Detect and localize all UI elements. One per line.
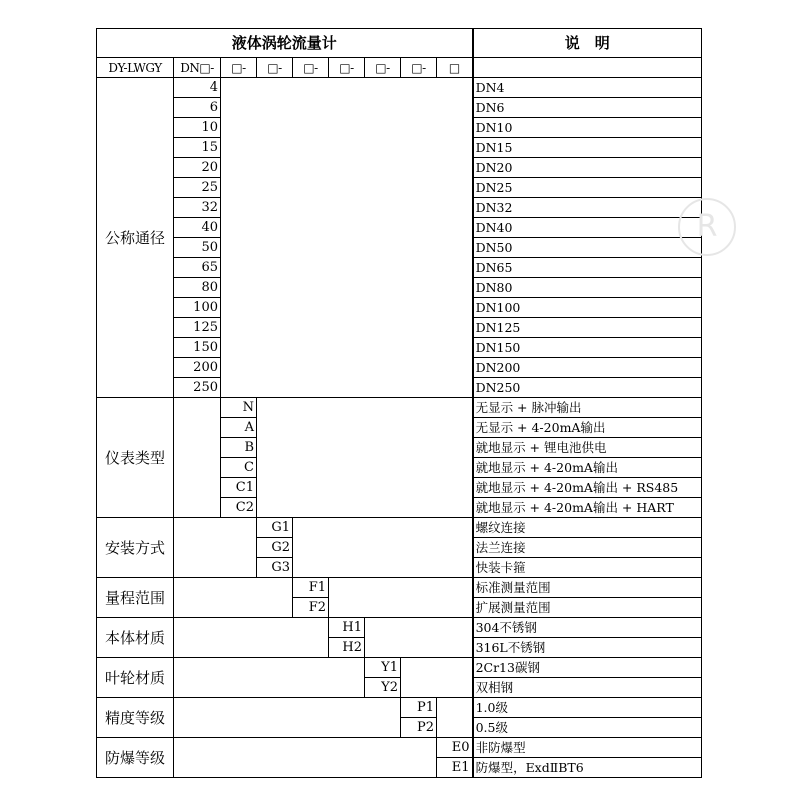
option-description: 防爆型，ExdⅡBT6 xyxy=(473,758,702,778)
option-description: 304不锈钢 xyxy=(473,618,702,638)
blank-cell xyxy=(221,78,473,398)
option-code: P2 xyxy=(401,718,437,738)
option-description: DN250 xyxy=(473,378,702,398)
option-code: E0 xyxy=(437,738,473,758)
option-code: G3 xyxy=(257,558,293,578)
option-row-type xyxy=(97,398,702,418)
option-row-install xyxy=(97,518,702,538)
option-description: DN40 xyxy=(473,218,702,238)
option-row-explosion xyxy=(97,738,702,758)
option-row-size xyxy=(97,78,702,98)
blank-cell xyxy=(401,658,473,698)
option-code: C xyxy=(221,458,257,478)
category-label-accuracy: 精度等级 xyxy=(97,698,174,738)
option-description: 螺纹连接 xyxy=(473,518,702,538)
option-code: C1 xyxy=(221,478,257,498)
blank-cell xyxy=(329,578,473,618)
option-code: 10 xyxy=(174,118,221,138)
category-label-impeller: 叶轮材质 xyxy=(97,658,174,698)
blank-cell xyxy=(257,398,473,518)
option-code: 100 xyxy=(174,298,221,318)
option-description: 就地显示 + 4-20mA输出 + RS485 xyxy=(473,478,702,498)
model-cell-explosion: □ xyxy=(437,58,473,78)
option-code: Y1 xyxy=(365,658,401,678)
option-description: 无显示 + 脉冲输出 xyxy=(473,398,702,418)
option-description: DN20 xyxy=(473,158,702,178)
category-label-type: 仪表类型 xyxy=(97,398,174,518)
blank-cell xyxy=(437,698,473,738)
option-description: 就地显示 + 4-20mA输出 xyxy=(473,458,702,478)
blank-cell xyxy=(174,518,257,578)
option-description: DN6 xyxy=(473,98,702,118)
option-description: 扩展测量范围 xyxy=(473,598,702,618)
option-code: 250 xyxy=(174,378,221,398)
option-code: 80 xyxy=(174,278,221,298)
option-description: DN100 xyxy=(473,298,702,318)
model-code-row xyxy=(97,58,702,78)
option-code: 150 xyxy=(174,338,221,358)
option-code: 50 xyxy=(174,238,221,258)
option-code: F2 xyxy=(293,598,329,618)
option-description: 就地显示 + 锂电池供电 xyxy=(473,438,702,458)
option-description: DN125 xyxy=(473,318,702,338)
option-code: G2 xyxy=(257,538,293,558)
blank-cell xyxy=(293,518,473,578)
option-description: 2Cr13碳钢 xyxy=(473,658,702,678)
blank-cell xyxy=(174,658,365,698)
option-code: E1 xyxy=(437,758,473,778)
option-code: 40 xyxy=(174,218,221,238)
option-code: F1 xyxy=(293,578,329,598)
option-code: B xyxy=(221,438,257,458)
option-description: 法兰连接 xyxy=(473,538,702,558)
option-code: 6 xyxy=(174,98,221,118)
model-cell-size: DN□- xyxy=(174,58,221,78)
table-header-row xyxy=(97,29,702,58)
option-code: N xyxy=(221,398,257,418)
option-description: 双相钢 xyxy=(473,678,702,698)
option-code: 65 xyxy=(174,258,221,278)
option-description: 标准测量范围 xyxy=(473,578,702,598)
blank-cell xyxy=(174,578,293,618)
table-body xyxy=(97,29,702,778)
option-code: H2 xyxy=(329,638,365,658)
blank-cell xyxy=(174,698,401,738)
option-code: 125 xyxy=(174,318,221,338)
option-description: DN15 xyxy=(473,138,702,158)
option-description: DN80 xyxy=(473,278,702,298)
selection-table-sheet xyxy=(96,28,718,780)
model-cell-accuracy: □- xyxy=(401,58,437,78)
model-row-description xyxy=(473,58,702,78)
option-description: 0.5级 xyxy=(473,718,702,738)
model-prefix: DY-LWGY xyxy=(97,58,174,78)
model-cell-range: □- xyxy=(293,58,329,78)
category-label-range: 量程范围 xyxy=(97,578,174,618)
option-description: 无显示 + 4-20mA输出 xyxy=(473,418,702,438)
option-description: 快装卡箍 xyxy=(473,558,702,578)
option-code: A xyxy=(221,418,257,438)
model-selection-table xyxy=(96,28,702,778)
option-description: 316L不锈钢 xyxy=(473,638,702,658)
option-row-impeller xyxy=(97,658,702,678)
category-label-install: 安装方式 xyxy=(97,518,174,578)
option-code: G1 xyxy=(257,518,293,538)
option-description: DN50 xyxy=(473,238,702,258)
option-code: 15 xyxy=(174,138,221,158)
option-row-accuracy xyxy=(97,698,702,718)
blank-cell xyxy=(174,738,437,778)
option-code: 200 xyxy=(174,358,221,378)
option-description: DN4 xyxy=(473,78,702,98)
option-description: DN200 xyxy=(473,358,702,378)
category-label-explosion: 防爆等级 xyxy=(97,738,174,778)
option-description: DN25 xyxy=(473,178,702,198)
option-code: C2 xyxy=(221,498,257,518)
model-cell-impeller: □- xyxy=(365,58,401,78)
option-code: 32 xyxy=(174,198,221,218)
category-label-body: 本体材质 xyxy=(97,618,174,658)
option-description: DN32 xyxy=(473,198,702,218)
option-description: 1.0级 xyxy=(473,698,702,718)
option-description: 非防爆型 xyxy=(473,738,702,758)
option-description: DN65 xyxy=(473,258,702,278)
registered-watermark-icon: R xyxy=(678,198,736,256)
model-cell-install: □- xyxy=(257,58,293,78)
option-description: DN150 xyxy=(473,338,702,358)
model-cell-body: □- xyxy=(329,58,365,78)
option-description: 就地显示 + 4-20mA输出 + HART xyxy=(473,498,702,518)
option-code: P1 xyxy=(401,698,437,718)
option-code: 20 xyxy=(174,158,221,178)
option-description: DN10 xyxy=(473,118,702,138)
blank-cell xyxy=(174,618,329,658)
option-code: Y2 xyxy=(365,678,401,698)
description-title: 说 明 xyxy=(473,29,702,58)
option-row-range xyxy=(97,578,702,598)
option-code: H1 xyxy=(329,618,365,638)
blank-cell xyxy=(174,398,221,518)
model-cell-type: □- xyxy=(221,58,257,78)
option-code: 25 xyxy=(174,178,221,198)
option-code: 4 xyxy=(174,78,221,98)
option-row-body xyxy=(97,618,702,638)
category-label-size: 公称通径 xyxy=(97,78,174,398)
table-title: 液体涡轮流量计 xyxy=(97,29,473,58)
blank-cell xyxy=(365,618,473,658)
